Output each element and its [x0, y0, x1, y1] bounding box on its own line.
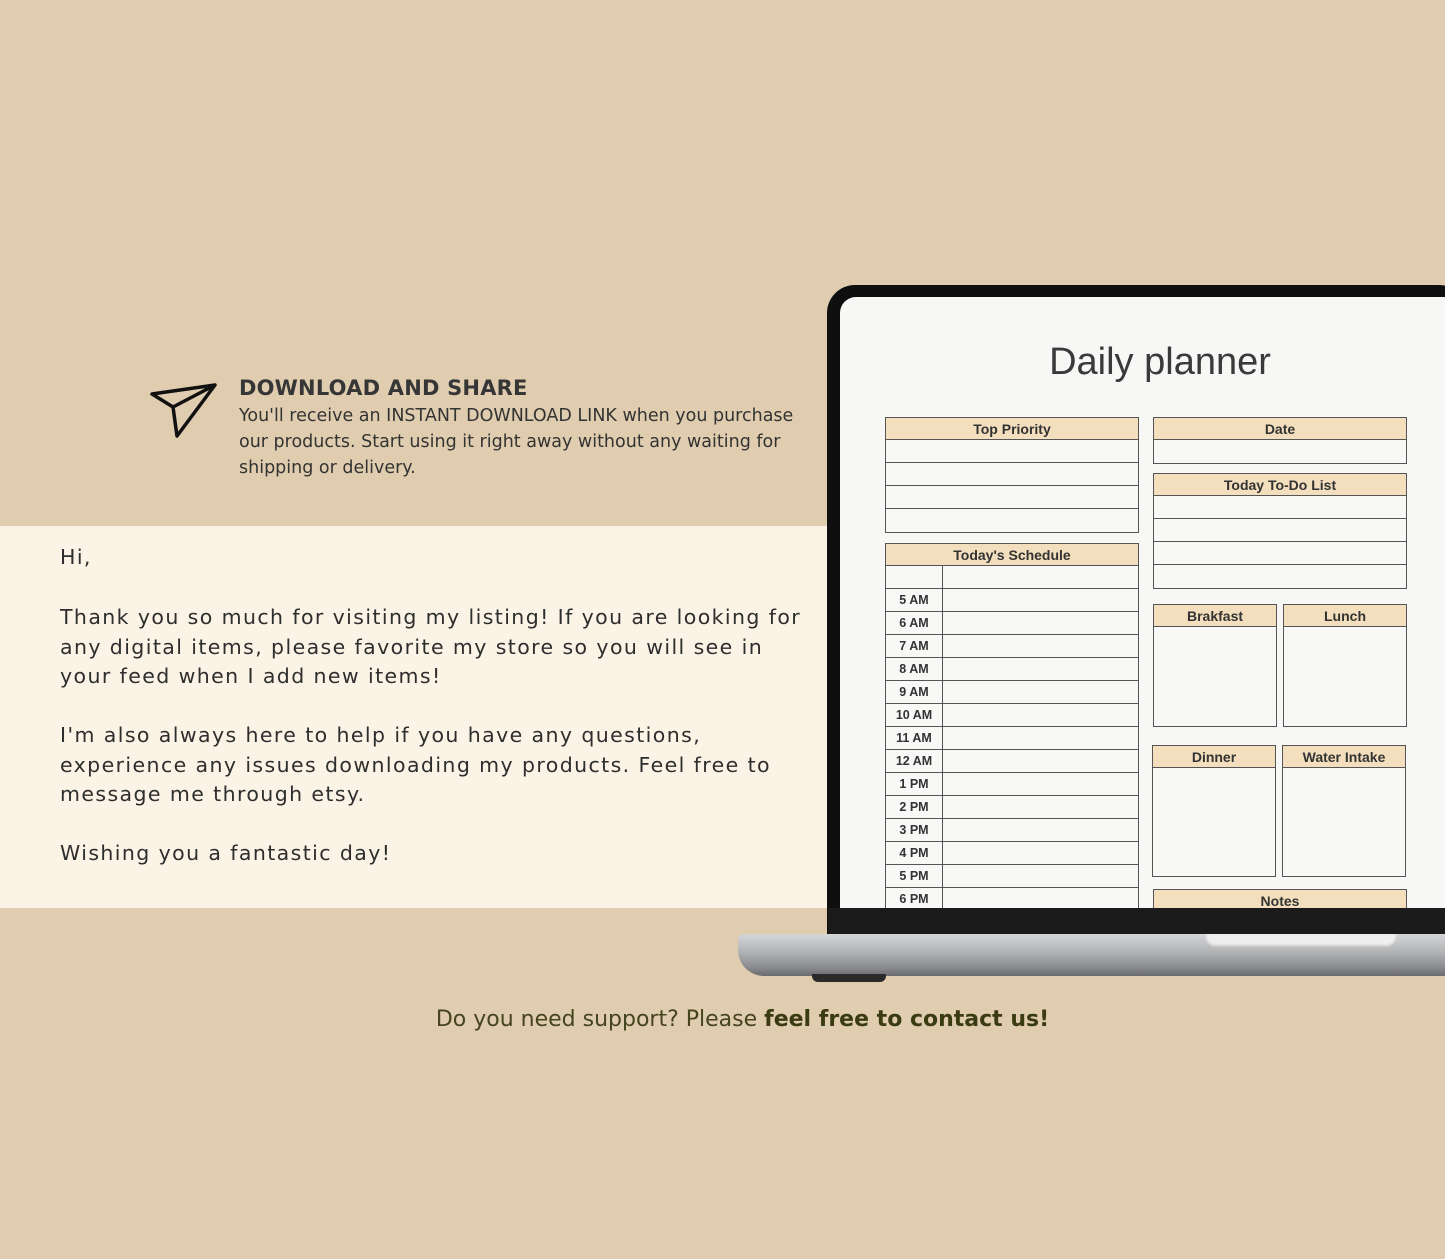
download-description: You'll receive an INSTANT DOWNLOAD LINK when you purchase our products. Start using it right away without any waiting for shipping or delivery. — [239, 406, 794, 478]
laptop-hinge-notch — [1205, 934, 1397, 948]
schedule-row — [886, 819, 1138, 842]
water-intake-box — [1282, 745, 1406, 877]
schedule-time: 3 PM — [886, 819, 943, 841]
breakfast-header: Brakfast — [1154, 605, 1276, 627]
message-paragraph: I'm also always here to help if you have any questions, experience any issues downloading my products. Feel free to message me through etsy. — [60, 723, 771, 806]
schedule-row — [886, 589, 1138, 612]
schedule-row — [886, 704, 1138, 727]
schedule-row — [886, 658, 1138, 681]
dinner-header: Dinner — [1153, 746, 1275, 768]
schedule-row — [886, 612, 1138, 635]
schedule-slot — [943, 865, 1138, 887]
todo-line — [1154, 565, 1406, 588]
lunch-header: Lunch — [1284, 605, 1406, 627]
laptop-screen — [840, 297, 1445, 908]
schedule-slot — [943, 888, 1138, 908]
schedule-time: 9 AM — [886, 681, 943, 703]
schedule-time: 1 PM — [886, 773, 943, 795]
schedule-row — [886, 842, 1138, 865]
support-prefix: Do you need support? Please — [435, 1007, 765, 1032]
schedule-slot — [943, 658, 1138, 680]
schedule-slot — [943, 681, 1138, 703]
notes-box — [1153, 889, 1407, 908]
priority-line — [886, 486, 1138, 509]
schedule-slot — [943, 773, 1138, 795]
schedule-slot — [943, 819, 1138, 841]
todo-line — [1154, 519, 1406, 542]
schedule-slot — [943, 589, 1138, 611]
laptop-bezel-bottom — [828, 908, 1445, 935]
laptop-foot — [812, 974, 886, 982]
schedule-time: 5 PM — [886, 865, 943, 887]
planner-title: Daily planner — [1049, 341, 1271, 383]
schedule-slot — [943, 566, 1138, 588]
message-greeting: Hi, — [60, 545, 92, 569]
schedule-time — [886, 566, 943, 588]
breakfast-box — [1153, 604, 1277, 727]
water-intake-header: Water Intake — [1283, 746, 1405, 768]
support-line — [0, 1007, 1445, 1032]
contact-link[interactable]: feel free to contact us! — [764, 1007, 1050, 1032]
date-box — [1153, 417, 1407, 464]
schedule-slot — [943, 796, 1138, 818]
schedule-row — [886, 681, 1138, 704]
schedule-slot — [943, 750, 1138, 772]
priority-line — [886, 440, 1138, 463]
schedule-time: 5 AM — [886, 589, 943, 611]
todo-box — [1153, 473, 1407, 589]
schedule-time: 4 PM — [886, 842, 943, 864]
message-panel — [0, 526, 830, 908]
todo-header: Today To-Do List — [1154, 474, 1406, 496]
message-paragraph: Thank you so much for visiting my listing! If you are looking for any digital items, please favorite my store so you will see in your feed when I add new items! — [60, 605, 802, 688]
dinner-box — [1152, 745, 1276, 877]
lunch-box — [1283, 604, 1407, 727]
schedule-row — [886, 635, 1138, 658]
message-signoff: Wishing you a fantastic day! — [60, 841, 392, 865]
schedule-time: 6 PM — [886, 888, 943, 908]
schedule-slot — [943, 635, 1138, 657]
schedule-row — [886, 750, 1138, 773]
schedule-row — [886, 888, 1138, 908]
schedule-time: 11 AM — [886, 727, 943, 749]
todo-line — [1154, 496, 1406, 519]
schedule-slot — [943, 704, 1138, 726]
schedule-time: 8 AM — [886, 658, 943, 680]
top-priority-header: Top Priority — [886, 418, 1138, 440]
schedule-slot — [943, 612, 1138, 634]
schedule-row — [886, 796, 1138, 819]
schedule-time: 2 PM — [886, 796, 943, 818]
schedule-time: 7 AM — [886, 635, 943, 657]
schedule-rows — [886, 566, 1138, 908]
schedule-time: 6 AM — [886, 612, 943, 634]
paper-plane-icon — [148, 380, 220, 442]
date-header: Date — [1154, 418, 1406, 440]
schedule-slot — [943, 727, 1138, 749]
schedule-header: Today's Schedule — [886, 544, 1138, 566]
schedule-row — [886, 727, 1138, 750]
schedule-time: 10 AM — [886, 704, 943, 726]
schedule-slot — [943, 842, 1138, 864]
top-priority-box — [885, 417, 1139, 533]
schedule-box — [885, 543, 1139, 908]
todo-line — [1154, 542, 1406, 565]
download-title: DOWNLOAD AND SHARE — [239, 376, 528, 400]
date-line — [1154, 440, 1406, 463]
notes-header: Notes — [1154, 890, 1406, 908]
priority-line — [886, 509, 1138, 532]
priority-line — [886, 463, 1138, 486]
schedule-row — [886, 773, 1138, 796]
schedule-time: 12 AM — [886, 750, 943, 772]
schedule-row — [886, 566, 1138, 589]
schedule-row — [886, 865, 1138, 888]
